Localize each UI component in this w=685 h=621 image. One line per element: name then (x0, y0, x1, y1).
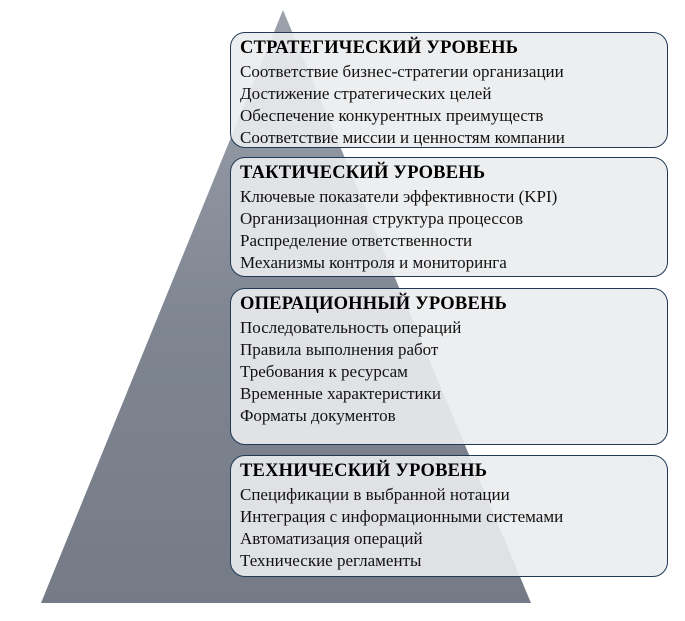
level-item: Временные характеристики (240, 384, 442, 403)
level-item: Ключевые показатели эффективности (KPI) (240, 187, 558, 206)
level-item: Форматы документов (240, 406, 396, 425)
level-item: Соответствие бизнес-стратегии организации (240, 62, 564, 81)
level-item: Последовательность операций (240, 318, 462, 337)
level-card-tactical (230, 157, 668, 277)
level-title-operational: ОПЕРАЦИОННЫЙ УРОВЕНЬ (240, 294, 508, 314)
level-title-technical: ТЕХНИЧЕСКИЙ УРОВЕНЬ (240, 461, 488, 481)
level-item: Спецификации в выбранной нотации (240, 485, 510, 504)
level-item: Распределение ответственности (240, 231, 473, 250)
level-item: Соответствие миссии и ценностям компании (240, 128, 565, 147)
level-item: Технические регламенты (240, 551, 422, 570)
level-card-technical (230, 455, 668, 577)
level-card-operational (230, 288, 668, 445)
level-title-tactical: ТАКТИЧЕСКИЙ УРОВЕНЬ (240, 163, 486, 183)
level-card-strategic (230, 32, 668, 148)
level-item: Организационная структура процессов (240, 209, 524, 228)
level-item: Достижение стратегических целей (240, 84, 492, 103)
level-item: Обеспечение конкурентных преимуществ (240, 106, 544, 125)
level-item: Требования к ресурсам (240, 362, 408, 381)
level-title-strategic: СТРАТЕГИЧЕСКИЙ УРОВЕНЬ (240, 38, 519, 58)
level-item: Автоматизация операций (240, 529, 423, 548)
level-item: Механизмы контроля и мониторинга (240, 253, 507, 272)
level-item: Правила выполнения работ (240, 340, 439, 359)
level-item: Интеграция с информационными системами (240, 507, 564, 526)
